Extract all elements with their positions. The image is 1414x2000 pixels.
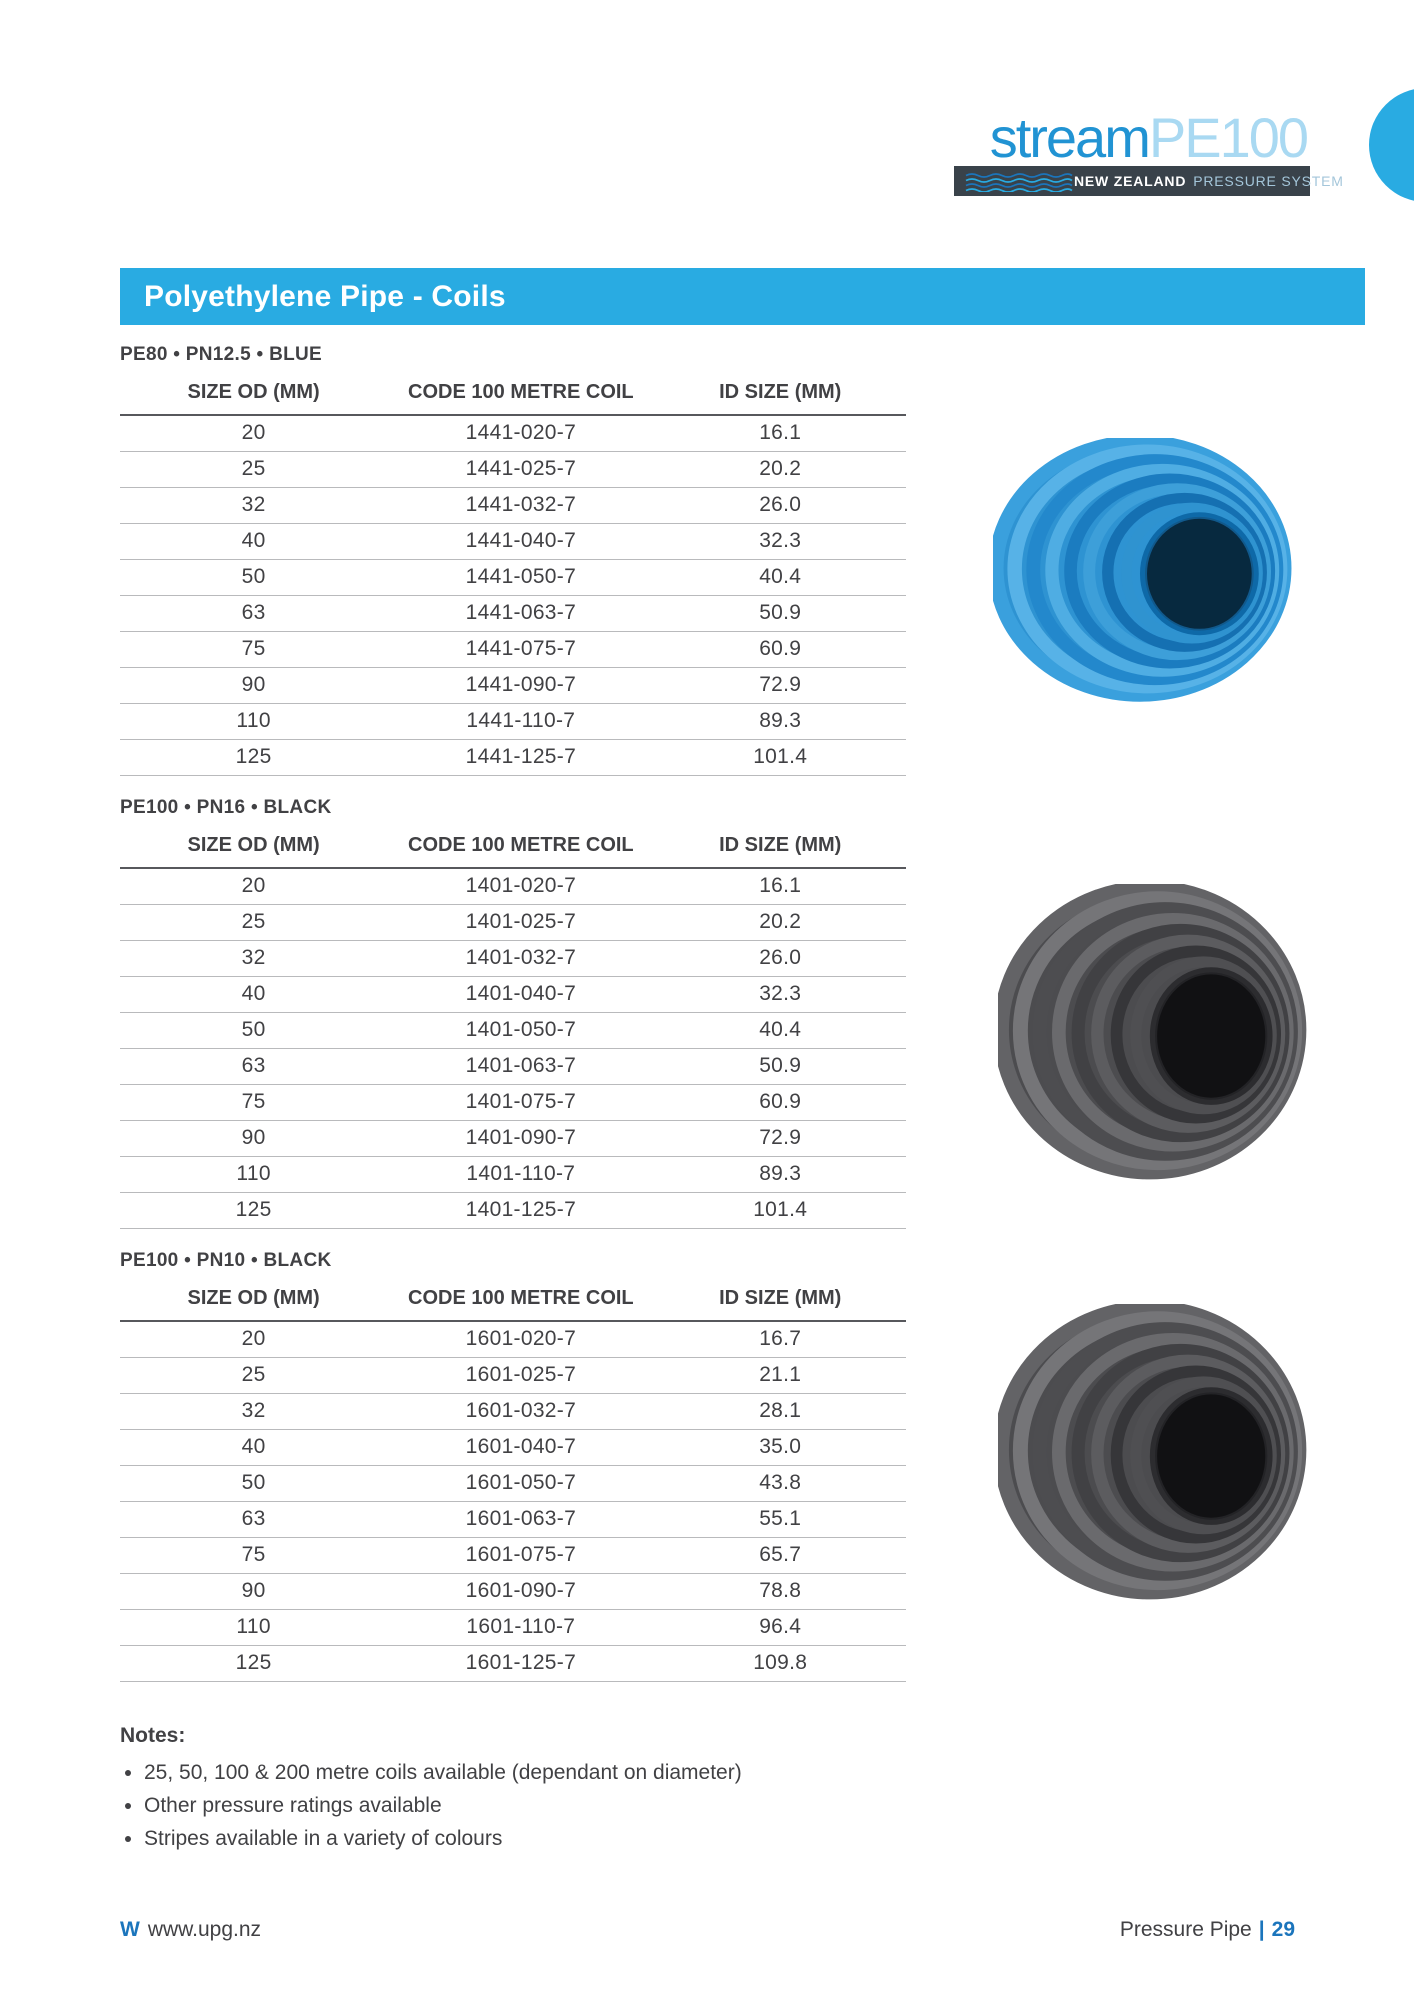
table-row: [120, 1394, 906, 1430]
table-cell: 1401-110-7: [387, 1157, 654, 1193]
table-cell: 40.4: [654, 1013, 906, 1049]
table-row: [120, 1085, 906, 1121]
table-cell: 1601-110-7: [387, 1610, 654, 1646]
table-cell: 89.3: [654, 1157, 906, 1193]
table-cell: 25: [120, 905, 387, 941]
table-row: [120, 596, 906, 632]
table-cell: 50.9: [654, 596, 906, 632]
table-cell: 1441-075-7: [387, 632, 654, 668]
notes-heading: Notes:: [120, 1724, 186, 1747]
logo-wordmark: [954, 106, 1310, 169]
table-cell: 1401-020-7: [387, 868, 654, 905]
logo-tagline-bar: [954, 166, 1344, 196]
table-cell: 25: [120, 1358, 387, 1394]
table-cell: 1441-025-7: [387, 452, 654, 488]
table-cell: 101.4: [654, 1193, 906, 1229]
table-cell: 90: [120, 1574, 387, 1610]
pipe-section: [120, 1250, 906, 1682]
table-cell: 40: [120, 524, 387, 560]
table-cell: 32.3: [654, 977, 906, 1013]
table-cell: 16.1: [654, 868, 906, 905]
table-header-row: [120, 377, 906, 415]
table-cell: 26.0: [654, 488, 906, 524]
brand-logo: [954, 106, 1344, 196]
table-header-row: [120, 830, 906, 868]
table-cell: 1401-125-7: [387, 1193, 654, 1229]
table-cell: 101.4: [654, 740, 906, 776]
pipe-table: [120, 830, 906, 1229]
table-cell: 1441-040-7: [387, 524, 654, 560]
table-row: [120, 905, 906, 941]
table-cell: 78.8: [654, 1574, 906, 1610]
note-item: • Stripes available in a variety of colours: [144, 1822, 906, 1855]
table-cell: 125: [120, 1193, 387, 1229]
table-cell: 50.9: [654, 1049, 906, 1085]
table-cell: 35.0: [654, 1430, 906, 1466]
table-cell: 50: [120, 1466, 387, 1502]
note-item: • Other pressure ratings available: [144, 1789, 906, 1822]
pipe-table: [120, 377, 906, 776]
table-cell: 1401-040-7: [387, 977, 654, 1013]
table-row: [120, 1013, 906, 1049]
table-row: [120, 560, 906, 596]
table-cell: 1401-050-7: [387, 1013, 654, 1049]
table-row: [120, 1574, 906, 1610]
column-header: ID SIZE (MM): [654, 1283, 906, 1321]
table-cell: 26.0: [654, 941, 906, 977]
table-cell: 40: [120, 977, 387, 1013]
table-cell: 20.2: [654, 452, 906, 488]
table-row: [120, 1646, 906, 1682]
table-cell: 110: [120, 1157, 387, 1193]
table-cell: 1601-020-7: [387, 1321, 654, 1358]
section-label: PE80 • PN12.5 • BLUE: [120, 344, 322, 365]
table-cell: 28.1: [654, 1394, 906, 1430]
footer-doc-title: Pressure Pipe: [1119, 1918, 1252, 1941]
table-cell: 1441-050-7: [387, 560, 654, 596]
table-cell: 1401-075-7: [387, 1085, 654, 1121]
table-cell: 1401-032-7: [387, 941, 654, 977]
note-item: • 25, 50, 100 & 200 metre coils available (dependant on diameter): [144, 1756, 906, 1789]
table-cell: 65.7: [654, 1538, 906, 1574]
column-header: SIZE OD (MM): [120, 1283, 387, 1321]
pipe-coil-image-black-2: [998, 1304, 1310, 1602]
table-cell: 1601-125-7: [387, 1646, 654, 1682]
table-row: [120, 488, 906, 524]
table-cell: 75: [120, 1085, 387, 1121]
page-number-block: [1120, 1918, 1295, 1942]
notes-list: [120, 1756, 906, 1855]
table-row: [120, 704, 906, 740]
page-title: Polyethylene Pipe - Coils: [144, 279, 506, 313]
table-row: [120, 868, 906, 905]
table-cell: 60.9: [654, 1085, 906, 1121]
section-label: PE100 • PN10 • BLACK: [120, 1250, 332, 1271]
section-label: PE100 • PN16 • BLACK: [120, 797, 332, 818]
table-row: [120, 941, 906, 977]
pipe-coil-image-black-1: [998, 884, 1310, 1182]
logo-tagline-bold: NEW ZEALAND: [1074, 172, 1187, 189]
table-cell: 55.1: [654, 1502, 906, 1538]
table-cell: 72.9: [654, 668, 906, 704]
table-cell: 32: [120, 1394, 387, 1430]
footer-separator: |: [1258, 1918, 1265, 1941]
table-cell: 20: [120, 868, 387, 905]
table-row: [120, 1610, 906, 1646]
table-header-row: [120, 1283, 906, 1321]
table-cell: 40: [120, 1430, 387, 1466]
table-row: [120, 415, 906, 452]
table-row: [120, 1430, 906, 1466]
website-url: www.upg.nz: [147, 1918, 262, 1941]
table-cell: 1601-050-7: [387, 1466, 654, 1502]
table-cell: 110: [120, 1610, 387, 1646]
logo-brand-text: stream: [989, 106, 1149, 169]
table-cell: 110: [120, 704, 387, 740]
table-cell: 43.8: [654, 1466, 906, 1502]
column-header: CODE 100 METRE COIL: [387, 830, 654, 868]
table-cell: 1441-063-7: [387, 596, 654, 632]
table-cell: 1601-090-7: [387, 1574, 654, 1610]
table-cell: 75: [120, 1538, 387, 1574]
pipe-coil-image-blue: [993, 438, 1295, 704]
table-row: [120, 1466, 906, 1502]
table-row: [120, 452, 906, 488]
table-cell: 25: [120, 452, 387, 488]
table-cell: 90: [120, 1121, 387, 1157]
table-cell: 40.4: [654, 560, 906, 596]
table-cell: 16.7: [654, 1321, 906, 1358]
table-cell: 63: [120, 1502, 387, 1538]
table-cell: 20: [120, 415, 387, 452]
column-header: ID SIZE (MM): [654, 377, 906, 415]
table-cell: 1601-032-7: [387, 1394, 654, 1430]
table-cell: 1441-125-7: [387, 740, 654, 776]
table-row: [120, 668, 906, 704]
table-cell: 20.2: [654, 905, 906, 941]
corner-accent-shape: [1369, 88, 1414, 202]
table-row: [120, 1502, 906, 1538]
table-cell: 96.4: [654, 1610, 906, 1646]
table-row: [120, 1157, 906, 1193]
logo-tagline-light: PRESSURE SYSTEM: [1193, 172, 1344, 189]
table-cell: 16.1: [654, 415, 906, 452]
table-cell: 32.3: [654, 524, 906, 560]
table-row: [120, 1358, 906, 1394]
table-cell: 125: [120, 1646, 387, 1682]
table-cell: 32: [120, 488, 387, 524]
sections-container: [120, 344, 906, 1855]
table-cell: 75: [120, 632, 387, 668]
pipe-section: [120, 344, 906, 776]
table-row: [120, 1049, 906, 1085]
table-cell: 1441-032-7: [387, 488, 654, 524]
table-row: [120, 524, 906, 560]
column-header: SIZE OD (MM): [120, 377, 387, 415]
website-label: W: [120, 1918, 140, 1941]
table-cell: 1441-020-7: [387, 415, 654, 452]
table-cell: 1441-110-7: [387, 704, 654, 740]
table-row: [120, 740, 906, 776]
column-header: SIZE OD (MM): [120, 830, 387, 868]
table-cell: 60.9: [654, 632, 906, 668]
pipe-section: [120, 797, 906, 1229]
footer-page-number: 29: [1271, 1918, 1295, 1941]
table-cell: 1401-063-7: [387, 1049, 654, 1085]
page-title-bar: [120, 268, 1365, 325]
column-header: CODE 100 METRE COIL: [387, 1283, 654, 1321]
table-cell: 32: [120, 941, 387, 977]
table-cell: 125: [120, 740, 387, 776]
column-header: ID SIZE (MM): [654, 830, 906, 868]
page-footer: [120, 1918, 1295, 1942]
table-row: [120, 632, 906, 668]
table-cell: 63: [120, 596, 387, 632]
table-cell: 20: [120, 1321, 387, 1358]
table-row: [120, 1321, 906, 1358]
table-cell: 1441-090-7: [387, 668, 654, 704]
table-row: [120, 1538, 906, 1574]
table-cell: 21.1: [654, 1358, 906, 1394]
notes: [120, 1724, 906, 1855]
table-cell: 1401-090-7: [387, 1121, 654, 1157]
table-row: [120, 1121, 906, 1157]
table-cell: 89.3: [654, 704, 906, 740]
table-row: [120, 977, 906, 1013]
table-cell: 1601-075-7: [387, 1538, 654, 1574]
water-waves-icon: [964, 172, 1074, 192]
pipe-table: [120, 1283, 906, 1682]
table-cell: 1401-025-7: [387, 905, 654, 941]
table-cell: 1601-025-7: [387, 1358, 654, 1394]
table-cell: 50: [120, 560, 387, 596]
table-cell: 1601-063-7: [387, 1502, 654, 1538]
column-header: CODE 100 METRE COIL: [387, 377, 654, 415]
website-link[interactable]: [120, 1918, 261, 1942]
table-row: [120, 1193, 906, 1229]
table-cell: 90: [120, 668, 387, 704]
table-cell: 50: [120, 1013, 387, 1049]
table-cell: 109.8: [654, 1646, 906, 1682]
table-cell: 72.9: [654, 1121, 906, 1157]
logo-product-text: PE100: [1148, 106, 1307, 169]
table-cell: 1601-040-7: [387, 1430, 654, 1466]
table-cell: 63: [120, 1049, 387, 1085]
